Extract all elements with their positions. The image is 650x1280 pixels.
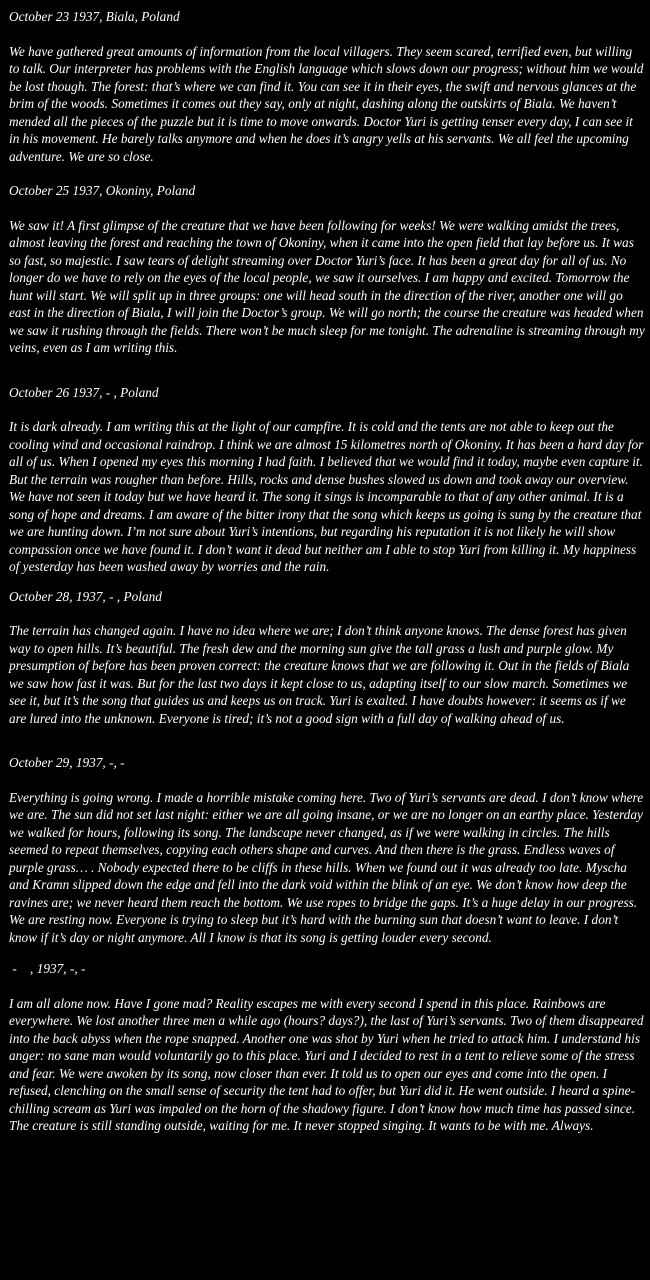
entry-heading: October 29, 1937, -, -: [9, 755, 125, 770]
entry-heading: October 23 1937, Biala, Poland: [9, 9, 180, 24]
entry-body: We have gathered great amounts of information from the local villagers. They seem scared, terrified even, but willing to talk. Our interpreter has problems with the English language which slows down our progress; without him we would be lost though. The forest: that’s where we can find it. You can see it in their eyes, the swift and nervous glances at the brim of the woods. Sometimes it comes out they say, only at night, dashing along the outskirts of Biala. We haven’t mended all the pieces of the puzzle but it is time to move onwards. Doctor Yuri is getting tenser every day, I can see it in his movement. He barely talks anymore and when he does it’s angry yells at his servants. We all feel the upcoming adventure. We are so close.: [9, 43, 644, 164]
entry-heading: October 26 1937, - , Poland: [9, 384, 159, 400]
entry-body: It is dark already. I am writing this at the light of our campfire. It is cold and the tents are not able to keep out the cooling wind and occasional raindrop. I think we are almost 15 kilometres north of Okoniny. It has been a hard day for all of us. When I opened my eyes this morning I had faith. I believed that we would find it today, maybe even capture it. But the terrain was rougher than before. Hills, rocks and dense bushes slowed us down and took away our overview. We have not seen it today but we have heard it. The song it sings is incomparable to that of any other animal. It is a song of hope and dreams. I am aware of the bitter irony that the song which keeps us going is sung by the creature that we are hunting down. I’m not sure about Yuri’s intentions, but regarding his reputation it is not likely he will show compassion once we have found it. I don’t want it dead but neither am I able to stop Yuri from killing it. My happiness of yesterday has been washed away by worries and the rain.: [9, 419, 644, 574]
entry-heading: October 25 1937, Okoniny, Poland: [9, 183, 196, 198]
entry-heading: October 28, 1937, - , Poland: [9, 588, 162, 604]
entry-heading: - , 1937, -, -: [9, 961, 86, 976]
entry-body: We saw it! A first glimpse of the creature that we have been following for weeks! We were walking amidst the trees, almost leaving the forest and reaching the town of Okoniny, when it came into the open field that lay before us. It was so fast, so majestic. I saw tears of delight streaming over Doctor Yuri’s face. It has been a great day for all of us. No longer do we have to rely on the eyes of the local people, we saw it ourselves. I am happy and excited. Tomorrow the hunt will start. We will split up in three groups: one will head south in the direction of the river, another one will go east in the direction of Biala, I will join the Doctor’s group. We will go north; the course the creature was headed when we saw it rushing through the fields. There won’t be much sleep for me tonight. The adrenaline is streaming through my veins, even as I am writing this.: [9, 217, 645, 355]
entry-body: I am all alone now. Have I gone mad? Reality escapes me with every second I spend in this place. Rainbows are everywhere. We lost another three men a while ago (hours? days?), the last of Yuri’s servants. Two of them disappeared into the back abyss when the rope snapped. Another one was shot by Yuri when he tried to attack him. I understand his anger: no sane man would voluntarily go to this place. Yuri and I decided to rest in a tent to relieve some of the stress and fear. We were awoken by its song, now closer than ever. It told us to open our eyes and come into the open. I refused, clenching on the small sense of security the tent had to offer, but Yuri did it. He went outside. I heard a spine-chilling scream as Yuri was impaled on the horn of the shadowy figure. I don’t know how much time has passed since. The creature is still standing outside, waiting for me. It never stopped singing. It wants to be with me. Always.: [9, 995, 644, 1133]
entry-body: Everything is going wrong. I made a horrible mistake coming here. Two of Yuri’s servants are dead. I don’t know where we are. The sun did not set last night: either we are all going insane, or we are no longer on an earthy place. Yesterday we walked for hours, following its song. The landscape never changed, as if we were walking in circles. The hills seemed to repeat themselves, copying each others shape and curves. And then there is the grass. Endless waves of purple grass… . Nobody expected there to be cliffs in these hills. When we found out it was already too late. Myscha and Kramn slipped down the edge and fell into the dark void within the blink of an eye. We don’t know how deep the ravines are; we never heard them reach the bottom. We use ropes to bridge the gaps. It’s a huge delay in our progress. We are resting now. Everyone is trying to sleep but it’s hard with the burning sun that doesn’t want to leave. I don’t know if it’s day or night anymore. All I know is that its song is getting louder every second.: [9, 789, 644, 945]
journal: [9, 8, 645, 1135]
entry-body: The terrain has changed again. I have no idea where we are; I don’t think anyone knows. The dense forest has given way to open hills. It’s beautiful. The fresh dew and the morning sun give the tall grass a lush and purple glow. My presumption of before has been proven correct: the creature knows that we are following it. Out in the fields of Biala we saw how fast it was. But for the last two days it kept close to us, adapting itself to our slow march. Sometimes we see it, but it’s the song that guides us and keeps us on track. Yuri is exalted. I have doubts however: it seems as if we are lured into the unknown. Everyone is tired; it’s not a good sign with a full day of walking ahead of us.: [9, 623, 630, 726]
